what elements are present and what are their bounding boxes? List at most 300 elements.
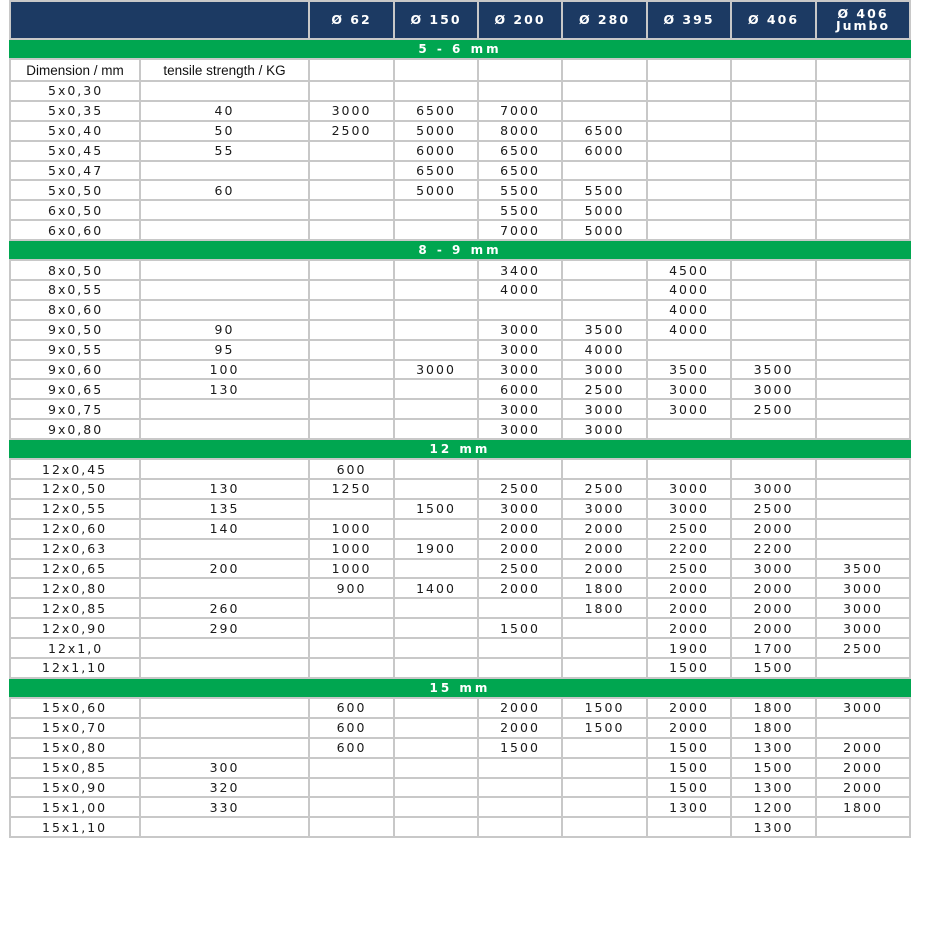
dimension-cell: 15x0,70 [10,718,140,738]
value-cell [309,658,394,678]
value-cell [731,459,816,479]
value-cell: 1000 [309,539,394,559]
value-cell: 2000 [647,618,731,638]
value-cell [816,121,910,141]
value-cell: 4000 [647,280,731,300]
value-cell: 2000 [647,598,731,618]
dimension-cell: 5x0,47 [10,161,140,181]
dimension-cell: 5x0,40 [10,121,140,141]
table-row [10,419,910,439]
tensile-cell [140,260,309,280]
table-row [10,459,910,479]
value-cell [394,698,478,718]
value-cell: 2000 [478,698,562,718]
dimension-cell: 15x1,00 [10,797,140,817]
value-cell [647,220,731,240]
value-cell [816,340,910,360]
value-cell [816,300,910,320]
value-cell [309,598,394,618]
tensile-cell: 290 [140,618,309,638]
dimension-cell: 8x0,60 [10,300,140,320]
spool-capacity-table [9,0,911,838]
value-cell [562,280,647,300]
value-cell: 1500 [647,758,731,778]
value-cell: 2000 [478,539,562,559]
value-cell [394,758,478,778]
value-cell [562,817,647,837]
dimension-cell: 15x0,80 [10,738,140,758]
table-row [10,360,910,380]
value-cell: 3000 [478,340,562,360]
value-cell: 2500 [647,519,731,539]
tensile-cell [140,81,309,101]
value-cell: 4500 [647,260,731,280]
value-cell [647,419,731,439]
tensile-cell [140,698,309,718]
value-cell [647,817,731,837]
value-cell [478,459,562,479]
value-cell: 2000 [647,578,731,598]
tensile-cell [140,280,309,300]
value-cell: 2000 [562,559,647,579]
value-cell: 1800 [562,578,647,598]
dimension-cell: 12x1,10 [10,658,140,678]
value-cell: 6500 [394,101,478,121]
value-cell: 1900 [647,638,731,658]
table-row [10,399,910,419]
value-cell: 2000 [647,698,731,718]
value-cell: 1250 [309,479,394,499]
value-cell: 1000 [309,519,394,539]
value-cell: 2500 [562,479,647,499]
value-cell: 7000 [478,101,562,121]
value-cell [309,220,394,240]
value-cell [394,399,478,419]
tensile-cell: 60 [140,180,309,200]
value-cell [394,300,478,320]
value-cell: 3000 [816,578,910,598]
value-cell [309,200,394,220]
value-cell: 600 [309,718,394,738]
value-cell: 3000 [816,598,910,618]
value-cell [562,459,647,479]
dimension-cell: 5x0,35 [10,101,140,121]
tensile-cell [140,539,309,559]
value-cell [478,797,562,817]
table-row [10,817,910,837]
table-row [10,320,910,340]
tensile-cell [140,200,309,220]
value-cell [816,459,910,479]
value-cell [562,101,647,121]
value-cell: 1500 [647,658,731,678]
value-cell [647,200,731,220]
value-cell: 2200 [647,539,731,559]
value-cell [309,260,394,280]
value-cell [309,300,394,320]
tensile-cell [140,459,309,479]
value-cell [394,459,478,479]
section-title: 5 - 6 mm [10,39,910,59]
table-row [10,220,910,240]
value-cell [731,81,816,101]
dimension-cell: 12x0,90 [10,618,140,638]
empty-cell [394,59,478,81]
value-cell [478,758,562,778]
value-cell [478,817,562,837]
value-cell: 1500 [562,718,647,738]
value-cell: 5000 [394,180,478,200]
value-cell [394,519,478,539]
tensile-cell: 50 [140,121,309,141]
value-cell [394,638,478,658]
table-row [10,698,910,718]
value-cell [394,797,478,817]
dimension-cell: 12x0,50 [10,479,140,499]
value-cell: 1300 [731,817,816,837]
empty-cell [816,59,910,81]
value-cell [309,638,394,658]
value-cell: 600 [309,738,394,758]
table-row [10,738,910,758]
value-cell: 2500 [647,559,731,579]
dimension-cell: 12x0,55 [10,499,140,519]
dimension-cell: 12x0,65 [10,559,140,579]
value-cell: 1900 [394,539,478,559]
value-cell [731,101,816,121]
value-cell: 3000 [478,360,562,380]
value-cell: 6500 [478,141,562,161]
value-cell [647,180,731,200]
table-row [10,797,910,817]
value-cell: 3000 [478,419,562,439]
value-cell [562,300,647,320]
dimension-cell: 12x1,0 [10,638,140,658]
header-col: Ø 395 [647,1,731,39]
value-cell [731,340,816,360]
table-row [10,499,910,519]
tensile-cell [140,817,309,837]
value-cell [816,360,910,380]
value-cell [731,200,816,220]
value-cell [816,220,910,240]
dimension-cell: 12x0,60 [10,519,140,539]
value-cell: 1700 [731,638,816,658]
value-cell: 2000 [647,718,731,738]
value-cell: 2000 [478,718,562,738]
value-cell: 1500 [647,738,731,758]
value-cell: 3000 [647,479,731,499]
dimension-cell: 8x0,55 [10,280,140,300]
value-cell: 2500 [478,479,562,499]
value-cell: 1500 [562,698,647,718]
value-cell [394,559,478,579]
value-cell [816,399,910,419]
dimension-cell: 12x0,63 [10,539,140,559]
value-cell [816,499,910,519]
value-cell [394,817,478,837]
dimension-cell: 12x0,80 [10,578,140,598]
value-cell [647,121,731,141]
tensile-cell [140,658,309,678]
value-cell [731,260,816,280]
value-cell [731,141,816,161]
value-cell [309,419,394,439]
value-cell: 1300 [731,778,816,798]
table-row [10,559,910,579]
value-cell [816,141,910,161]
tensile-cell: 135 [140,499,309,519]
value-cell [816,320,910,340]
value-cell [394,280,478,300]
section-title: 12 mm [10,439,910,459]
value-cell [562,758,647,778]
value-cell [731,161,816,181]
tensile-cell: 140 [140,519,309,539]
value-cell [394,618,478,638]
value-cell: 2200 [731,539,816,559]
table-row [10,479,910,499]
table-row [10,300,910,320]
dimension-cell: 9x0,50 [10,320,140,340]
value-cell: 1500 [478,618,562,638]
tensile-cell [140,738,309,758]
value-cell: 5500 [562,180,647,200]
value-cell: 2000 [731,578,816,598]
dimension-cell: 15x1,10 [10,817,140,837]
value-cell [647,81,731,101]
dimension-cell: 8x0,50 [10,260,140,280]
table-row [10,141,910,161]
tensile-cell: 200 [140,559,309,579]
table-row [10,200,910,220]
value-cell: 3000 [562,360,647,380]
value-cell: 3000 [309,101,394,121]
value-cell: 5000 [562,200,647,220]
value-cell [562,161,647,181]
value-cell: 3000 [478,499,562,519]
tensile-cell: 40 [140,101,309,121]
value-cell: 3000 [731,379,816,399]
dimension-cell: 5x0,30 [10,81,140,101]
dimension-cell: 15x0,85 [10,758,140,778]
value-cell [478,81,562,101]
table-row [10,121,910,141]
empty-cell [309,59,394,81]
value-cell: 900 [309,578,394,598]
dimension-cell: 9x0,60 [10,360,140,380]
section-header [10,678,910,698]
dimension-cell: 15x0,60 [10,698,140,718]
value-cell [309,161,394,181]
header-col: Ø 150 [394,1,478,39]
table-row [10,379,910,399]
value-cell [478,778,562,798]
value-cell [562,638,647,658]
value-cell: 1400 [394,578,478,598]
dimension-cell: 5x0,45 [10,141,140,161]
value-cell: 3000 [562,419,647,439]
value-cell [816,161,910,181]
value-cell: 6000 [562,141,647,161]
tensile-cell: 260 [140,598,309,618]
value-cell [309,379,394,399]
dimension-cell: 9x0,75 [10,399,140,419]
value-cell [394,260,478,280]
value-cell [478,300,562,320]
value-cell [309,340,394,360]
value-cell: 1000 [309,559,394,579]
tensile-cell: 90 [140,320,309,340]
value-cell: 1200 [731,797,816,817]
table-row [10,519,910,539]
value-cell [647,340,731,360]
tensile-cell [140,718,309,738]
value-cell [647,161,731,181]
table-row [10,161,910,181]
value-cell: 3000 [731,479,816,499]
value-cell: 2500 [731,499,816,519]
value-cell: 1500 [731,658,816,678]
value-cell [394,81,478,101]
value-cell [394,200,478,220]
value-cell [816,539,910,559]
value-cell [816,280,910,300]
value-cell: 3000 [394,360,478,380]
section-title: 8 - 9 mm [10,240,910,260]
value-cell: 1500 [647,778,731,798]
dimension-cell: 12x0,45 [10,459,140,479]
empty-cell [647,59,731,81]
value-cell [562,797,647,817]
value-cell [816,718,910,738]
section-title: 15 mm [10,678,910,698]
value-cell [647,101,731,121]
value-cell [562,658,647,678]
value-cell: 5000 [562,220,647,240]
section-header [10,240,910,260]
value-cell [731,300,816,320]
value-cell [309,141,394,161]
dimension-label: Dimension / mm [10,59,140,81]
value-cell [309,758,394,778]
value-cell: 1800 [731,698,816,718]
value-cell: 1500 [394,499,478,519]
value-cell [816,519,910,539]
value-cell: 1800 [562,598,647,618]
header-col: Ø 406 [731,1,816,39]
value-cell [309,180,394,200]
value-cell [394,738,478,758]
table-row [10,638,910,658]
value-cell [394,598,478,618]
dimension-cell: 6x0,60 [10,220,140,240]
table-row [10,81,910,101]
tensile-cell [140,161,309,181]
tensile-cell [140,300,309,320]
table-row [10,758,910,778]
value-cell: 1500 [478,738,562,758]
value-cell [562,618,647,638]
table-row [10,718,910,738]
table-row [10,101,910,121]
tensile-cell: 55 [140,141,309,161]
value-cell [478,638,562,658]
value-cell: 2000 [478,519,562,539]
value-cell [394,340,478,360]
value-cell: 1800 [816,797,910,817]
value-cell: 5500 [478,200,562,220]
value-cell: 600 [309,459,394,479]
section-header [10,39,910,59]
dimension-cell: 9x0,65 [10,379,140,399]
value-cell: 3000 [478,320,562,340]
value-cell: 2000 [731,519,816,539]
table-row [10,618,910,638]
value-cell: 3000 [647,379,731,399]
value-cell: 5000 [394,121,478,141]
value-cell [731,121,816,141]
value-cell: 2000 [816,758,910,778]
tensile-cell [140,638,309,658]
value-cell [478,598,562,618]
value-cell: 2000 [816,778,910,798]
tensile-cell: 320 [140,778,309,798]
value-cell: 7000 [478,220,562,240]
dimension-cell: 6x0,50 [10,200,140,220]
value-cell [309,778,394,798]
empty-cell [562,59,647,81]
value-cell [562,778,647,798]
value-cell: 6500 [394,161,478,181]
value-cell [816,260,910,280]
value-cell: 2000 [731,618,816,638]
value-cell [731,180,816,200]
value-cell [731,280,816,300]
value-cell [731,220,816,240]
tensile-cell: 130 [140,479,309,499]
tensile-cell [140,419,309,439]
dimension-cell: 5x0,50 [10,180,140,200]
header-blank [10,1,309,39]
value-cell [309,618,394,638]
value-cell [816,379,910,399]
table-row [10,260,910,280]
value-cell [394,220,478,240]
value-cell: 3000 [647,499,731,519]
value-cell: 3500 [816,559,910,579]
value-cell: 3500 [647,360,731,380]
header-row [10,1,910,39]
section-header [10,439,910,459]
dimension-cell: 12x0,85 [10,598,140,618]
value-cell: 3400 [478,260,562,280]
value-cell: 3000 [562,499,647,519]
value-cell: 3000 [478,399,562,419]
value-cell: 2500 [478,559,562,579]
table-row [10,340,910,360]
value-cell [394,778,478,798]
jumbo-line1: Ø 406 [837,6,889,21]
table-row [10,280,910,300]
value-cell: 2000 [562,519,647,539]
header-col: Ø 280 [562,1,647,39]
value-cell: 1300 [647,797,731,817]
value-cell: 1300 [731,738,816,758]
value-cell [478,658,562,678]
column-label-row [10,59,910,81]
table-row [10,180,910,200]
